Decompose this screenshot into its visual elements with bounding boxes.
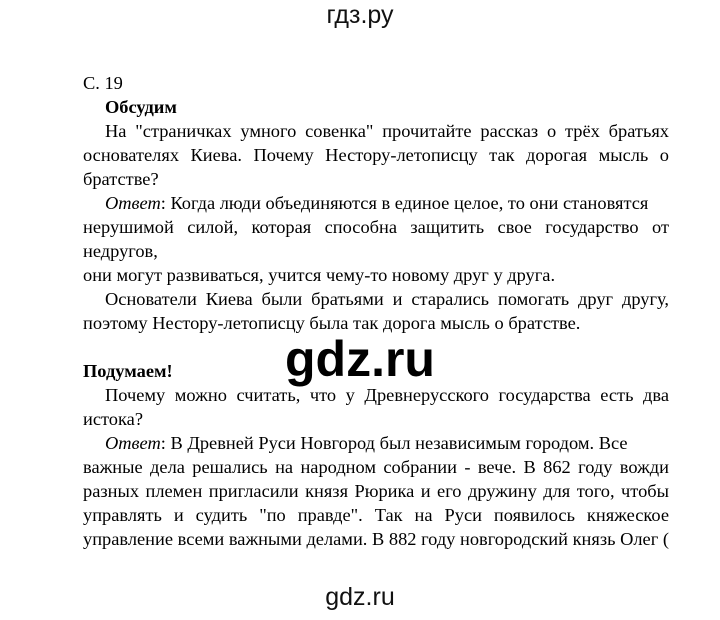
text-line (83, 191, 669, 215)
text-line: нерушимой силой, которая способна защитить свое государство от недругов, (83, 217, 669, 261)
answer-text: : В Древней Руси Новгород был независимым городом. Все (160, 433, 628, 453)
text-line: поэтому Нестору-летописцу была так дорога мысль о братстве. (83, 313, 581, 333)
text-line: братстве? (83, 169, 159, 189)
watermark-logo: gdz.ru (285, 331, 435, 387)
document-body (83, 71, 669, 551)
answer-discuss (83, 191, 669, 287)
text-line: истока? (83, 409, 143, 429)
answer-text: : Когда люди объединяются в единое целое, то они становятся (160, 193, 649, 213)
section-heading-think: Подумаем! (83, 361, 173, 381)
spacer (83, 335, 669, 359)
text-line: важные дела решались на народном собрании - вече. В 862 году вожди (83, 457, 669, 477)
answer-label: Ответ (105, 193, 161, 213)
text-line: управлять и судить "по правде". Так на Руси появилось княжеское (83, 505, 669, 525)
answer-think (83, 431, 669, 551)
text-line: управление всеми важными делами. В 882 году новгородский князь Олег ( (83, 529, 669, 549)
section-heading-discuss: Обсудим (105, 97, 177, 117)
text-line: Почему можно считать, что у Древнерусского государства есть два (105, 385, 669, 405)
question-discuss (83, 119, 669, 191)
text-line: разных племен пригласили князя Рюрика и его дружину для того, чтобы (83, 481, 669, 501)
text-line: они могут развиваться, учится чему-то новому друг у друга. (83, 265, 556, 285)
text-line: Основатели Киева были братьями и старались помогать друг другу, (105, 289, 669, 309)
question-think (83, 383, 669, 431)
site-header: гдз.ру (326, 1, 394, 29)
site-footer: gdz.ru (325, 583, 395, 611)
paragraph-founders (83, 287, 669, 335)
answer-label: Ответ (105, 433, 161, 453)
page-reference: С. 19 (83, 73, 123, 93)
text-line: основателях Киева. Почему Нестору-летописцу так дорогая мысль о (83, 145, 669, 165)
text-line: На "страничках умного совенка" прочитайте рассказ о трёх братьях (105, 121, 669, 141)
text-line (83, 431, 669, 455)
